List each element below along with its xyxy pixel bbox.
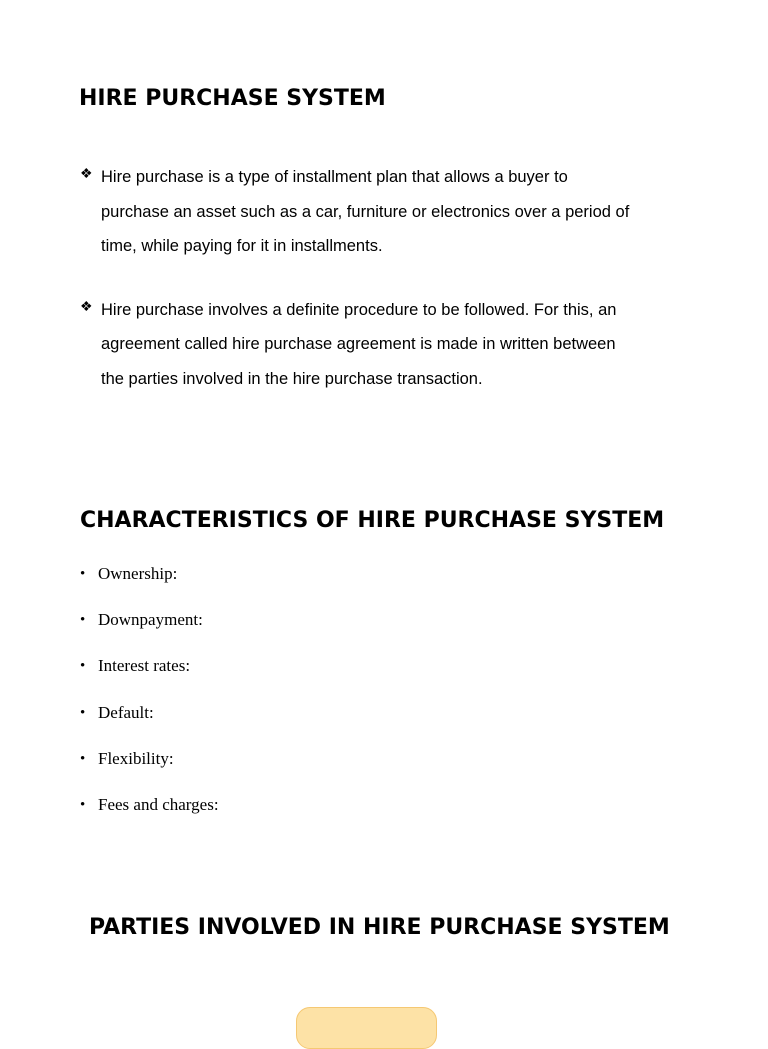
- characteristic-label: Default:: [98, 702, 154, 722]
- section-title-parties-involved: PARTIES INVOLVED IN HIRE PURCHASE SYSTEM: [89, 915, 670, 940]
- characteristic-label: Flexibility:: [98, 748, 174, 768]
- characteristics-list: [80, 561, 219, 838]
- section-title-hire-purchase-system: HIRE PURCHASE SYSTEM: [79, 86, 386, 111]
- characteristic-label: Downpayment:: [98, 610, 203, 630]
- bullet-icon: •: [80, 612, 86, 629]
- bullet-icon: •: [80, 750, 86, 767]
- list-item: [80, 561, 219, 607]
- bullet-icon: •: [80, 658, 86, 675]
- list-item: [80, 746, 219, 792]
- list-item: [80, 607, 219, 653]
- characteristic-label: Interest rates:: [98, 656, 191, 676]
- procedure-text: Hire purchase involves a definite procedure to be followed. For this, an agreement called hire purchase agreement is made in written between the parties involved in the hire purchase transaction.: [101, 300, 617, 388]
- section-title-characteristics: CHARACTERISTICS OF HIRE PURCHASE SYSTEM: [80, 508, 665, 533]
- bullet-icon: •: [80, 566, 86, 582]
- definition-list: [80, 160, 640, 425]
- bullet-icon: •: [80, 704, 86, 721]
- bullet-icon: •: [80, 796, 86, 813]
- list-item: [80, 792, 219, 838]
- definition-text: Hire purchase is a type of installment plan that allows a buyer to purchase an asset such as a car, furniture or electronics over a period of time, while paying for it in installments.: [101, 168, 630, 255]
- diamond-bullet-icon: ❖: [80, 165, 93, 181]
- diagram-box: [296, 1007, 437, 1049]
- list-item: [80, 160, 640, 264]
- characteristic-label: Fees and charges:: [98, 794, 219, 814]
- list-item: [80, 700, 219, 746]
- list-item: [80, 293, 640, 397]
- diamond-bullet-icon: ❖: [80, 297, 93, 314]
- characteristic-label: Ownership:: [98, 564, 178, 583]
- list-item: [80, 653, 219, 699]
